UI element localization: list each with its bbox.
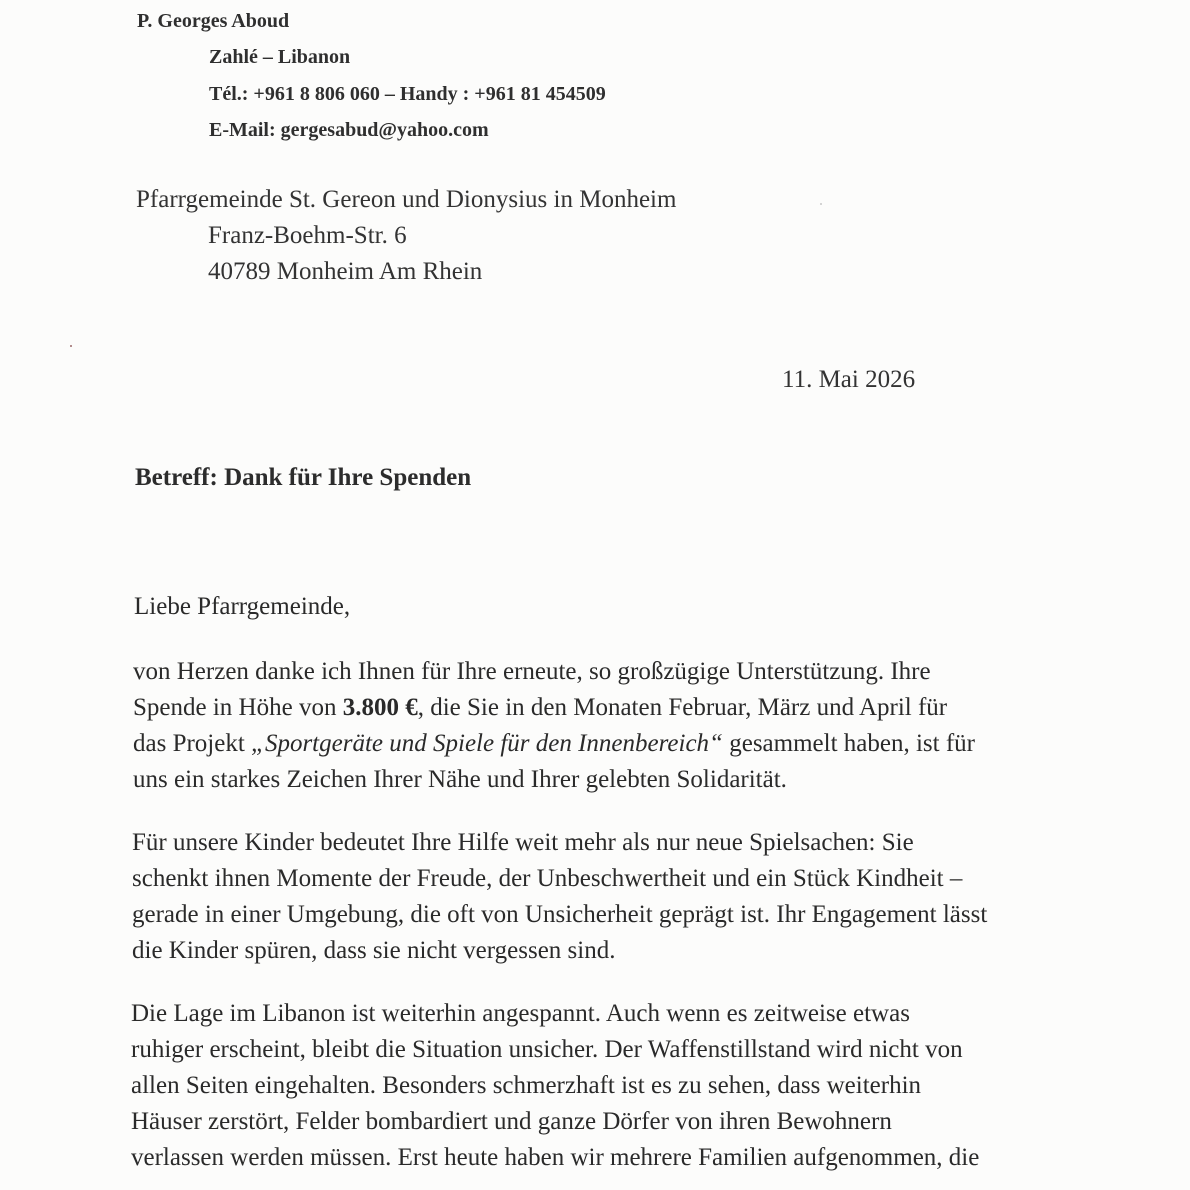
salutation: Liebe Pfarrgemeinde, xyxy=(134,593,351,620)
paragraph-children xyxy=(132,825,1132,969)
paragraph-line xyxy=(133,690,1133,726)
sender-phone: Tél.: +961 8 806 060 – Handy : +961 81 454509 xyxy=(209,83,606,105)
scan-speck xyxy=(70,345,72,347)
text-run: , die Sie in den Monaten Februar, März und April für xyxy=(417,694,948,721)
paragraph-line: ruhiger erscheint, bleibt die Situation unsicher. Der Waffenstillstand wird nicht von xyxy=(131,1036,963,1063)
subject-line: Betreff: Dank für Ihre Spenden xyxy=(135,464,472,491)
text-run: das Projekt xyxy=(133,730,252,757)
text-run: Spende in Höhe von xyxy=(133,694,343,721)
paragraph-line xyxy=(133,726,1133,762)
paragraph-line: Häuser zerstört, Felder bombardiert und ganze Dörfer von ihren Bewohnern xyxy=(131,1108,892,1135)
paragraph-line: von Herzen danke ich Ihnen für Ihre erneute, so großzügige Unterstützung. Ihre xyxy=(133,658,931,685)
recipient-city: 40789 Monheim Am Rhein xyxy=(208,258,483,285)
paragraph-line: verlassen werden müssen. Erst heute haben wir mehrere Familien aufgenommen, die xyxy=(131,1144,980,1171)
donation-amount: 3.800 € xyxy=(342,694,418,721)
paragraph-line: gerade in einer Umgebung, die oft von Unsicherheit geprägt ist. Ihr Engagement lässt xyxy=(132,901,988,928)
paragraph-line: schenkt ihnen Momente der Freude, der Unbeschwertheit und ein Stück Kindheit – xyxy=(132,865,963,892)
paragraph-situation xyxy=(131,996,1131,1176)
paragraph-line: allen Seiten eingehalten. Besonders schmerzhaft ist es zu sehen, dass weiterhin xyxy=(131,1072,922,1099)
sender-city: Zahlé – Libanon xyxy=(209,46,351,68)
letter-date: 11. Mai 2026 xyxy=(782,366,916,393)
paragraph-line: die Kinder spüren, dass sie nicht vergessen sind. xyxy=(132,937,616,964)
sender-name: P. Georges Aboud xyxy=(137,10,290,32)
sender-email: E-Mail: gergesabud@yahoo.com xyxy=(209,119,489,141)
paragraph-thanks xyxy=(133,654,1133,798)
paragraph-line: Für unsere Kinder bedeutet Ihre Hilfe weit mehr als nur neue Spielsachen: Sie xyxy=(132,829,914,856)
recipient-name: Pfarrgemeinde St. Gereon und Dionysius in Monheim xyxy=(136,186,677,213)
project-name: „Sportgeräte und Spiele für den Innenbereich“ xyxy=(251,730,723,757)
paragraph-line: uns ein starkes Zeichen Ihrer Nähe und Ihrer gelebten Solidarität. xyxy=(133,766,787,793)
recipient-street: Franz-Boehm-Str. 6 xyxy=(208,222,407,249)
scan-speck xyxy=(820,203,822,205)
text-run: gesammelt haben, ist für xyxy=(722,730,975,757)
paragraph-line: Die Lage im Libanon ist weiterhin angespannt. Auch wenn es zeitweise etwas xyxy=(131,1000,910,1027)
